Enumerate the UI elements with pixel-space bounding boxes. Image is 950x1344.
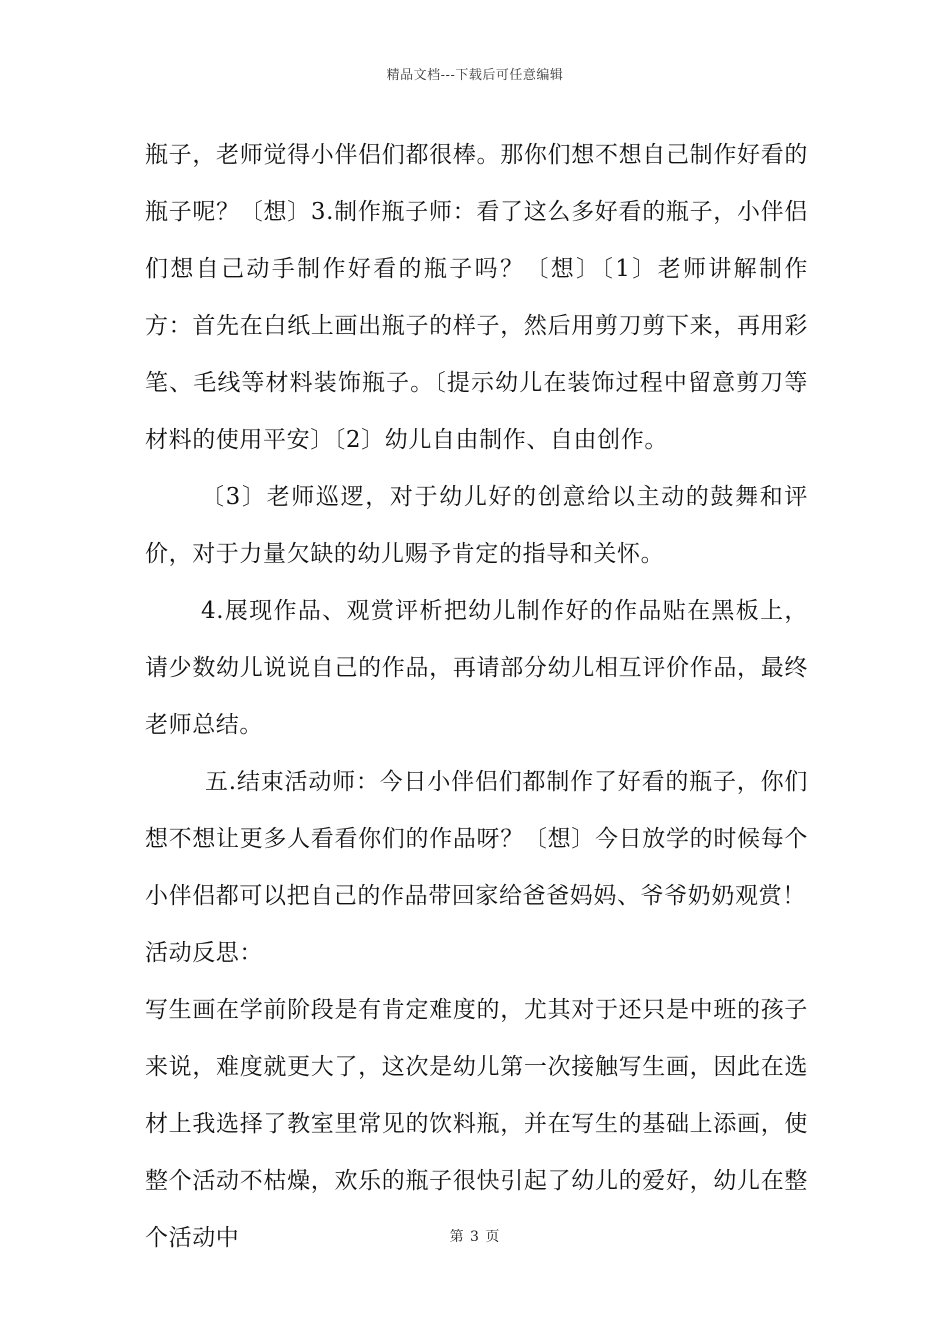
paragraph-teacher-patrol: 〔3〕老师巡逻，对于幼儿好的创意给以主动的鼓舞和评价，对于力量欠缺的幼儿赐予肯定的指导和关怀。 [145,484,808,567]
paragraph-end-activity: 五.结束活动师：今日小伴侣们都制作了好看的瓶子，你们想不想让更多人看看你们的作品呀？〔想〕今日放学的时候每个小伴侣都可以把自己的作品带回家给爸爸妈妈、爷爷奶奶观赏！ [145,769,808,909]
paragraph-making-bottles: 瓶子，老师觉得小伴侣们都很棒。那你们想不想自己制作好看的瓶子呢？〔想〕3.制作瓶子师：看了这么多好看的瓶子，小伴侣们想自己动手制作好看的瓶子吗？〔想〕〔1〕老师讲解制作方：首先在白纸上画出瓶子的样子，然后用剪刀剪下来，再用彩笔、毛线等材料装饰瓶子。〔提示幼儿在装饰过程中留意剪刀等材料的使用平安〕〔2〕幼儿自由制作、自由创作。 [145,142,808,453]
document-body [145,127,808,1267]
paragraph-reflection: 写生画在学前阶段是有肯定难度的，尤其对于还只是中班的孩子来说，难度就更大了，这次是幼儿第一次接触写生画，因此在选材上我选择了教室里常见的饮料瓶，并在写生的基础上添画，使整个活动不枯燥，欢乐的瓶子很快引起了幼儿的爱好，幼儿在整个活动中 [145,997,808,1251]
page-number: 第 3 页 [449,1229,501,1245]
paragraph-show-works: 4.展现作品、观赏评析把幼儿制作好的作品贴在黑板上，请少数幼儿说说自己的作品，再请部分幼儿相互评价作品，最终老师总结。 [145,598,808,738]
section-heading-reflection: 活动反思： [145,940,263,966]
page-header: 精品文档---下载后可任意编辑 [386,68,564,83]
